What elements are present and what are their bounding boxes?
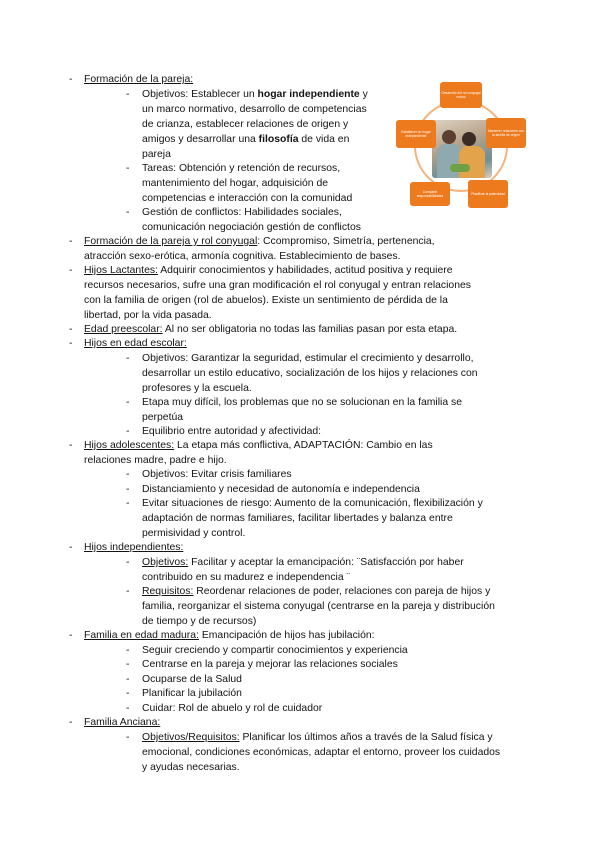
list-item: - Distanciamiento y necesidad de autonomía e independencia [126, 484, 420, 495]
section-title: Formación de la pareja y rol conyugal [84, 236, 258, 247]
diagram-box-bottom-right: Planificar la paternidad [468, 180, 508, 208]
section-rol-conyugal: - Formación de la pareja y rol conyugal: Ccompromiso, Simetría, pertenencia, atracción sexo-erótica, armonía cognitiva. Establecimiento de bases. [69, 236, 435, 262]
section-hijos-independientes: - Hijos independientes: [69, 542, 184, 553]
list-item: - Objetivos: Garantizar la seguridad, estimular el crecimiento y desarrollo, desarrollar un estilo educativo, socialización de los hijos y relaciones con profesores y la escuela. [126, 353, 478, 394]
list-item: - Objetivos: Evitar crisis familiares [126, 469, 292, 480]
list-item: - Centrarse en la pareja y mejorar las relaciones sociales [126, 659, 398, 670]
bullet-dash: - [69, 74, 73, 85]
list-item: - Seguir creciendo y compartir conocimientos y experiencia [126, 645, 408, 656]
list-item: - Planificar la jubilación [126, 688, 242, 699]
list-item: - Cuidar: Rol de abuelo y rol de cuidador [126, 703, 323, 714]
section-title: Hijos en edad escolar: [84, 338, 187, 349]
section-title: Familia en edad madura: [84, 630, 199, 641]
objetivos-item: - Objetivos: Establecer un hogar independiente y un marco normativo, desarrollo de competencias de crianza, establecer relaciones de origen y amigos y desarrollar una filosofía de vida en pareja [126, 89, 368, 160]
section-edad-preescolar: - Edad preescolar: Al no ser obligatoria no todas las familias pasan por esta etapa. [69, 324, 458, 335]
list-item: - Objetivos: Facilitar y aceptar la emancipación: ¨Satisfacción por haber contribuido en su madurez e independencia ¨ [126, 557, 464, 583]
section-hijos-lactantes: - Hijos Lactantes: Adquirir conocimientos y habilidades, actitud positiva y requiere recursos necesarios, sufre una gran modificación el rol conyugal y entran relaciones con la familia de origen (rol de abuelos). Existe un sentimiento de pérdida de la libertad, por la vida pasada. [69, 265, 471, 321]
list-item: - Objetivos/Requisitos: Planificar los últimos años a través de la Salud física y emocional, condiciones económicas, adaptar el entorno, proveer los cuidados y ayudas necesarias. [126, 732, 501, 773]
diagram-box-top: Desarrollo del rol conyugal mutuo [440, 82, 482, 108]
list-item: - Ocuparse de la Salud [126, 674, 242, 685]
list-item: - Requisitos: Reordenar relaciones de poder, relaciones con pareja de hijos y familia, reorganizar el sistema conyugal (centrarse en la pareja y distribución de tiempo y de recursos) [126, 586, 495, 627]
diagram-box-bottom-left: Compartir responsabilidades [410, 182, 450, 206]
section-title: Familia Anciana: [84, 717, 161, 728]
diagram-box-right: Mantener relaciones con la familia de origen [486, 118, 526, 148]
section-title: Formación de la pareja: [84, 74, 194, 85]
list-item: - Evitar situaciones de riesgo: Aumento de la comunicación, flexibilización y adaptación de normas familiares, facilitar libertades y balanza entre permisividad y control. [126, 498, 483, 539]
couple-photo [432, 120, 492, 178]
section-title: Edad preescolar: [84, 324, 163, 335]
section-edad-madura: - Familia en edad madura: Emancipación de hijos has jubilación: [69, 630, 375, 641]
gestion-conflictos-item: - Gestión de conflictos: Habilidades sociales, comunicación negociación gestión de conflictos [126, 207, 361, 233]
section-hijos-adolescentes: - Hijos adolescentes: La etapa más conflictiva, ADAPTACIÓN: Cambio en las relaciones madre, padre e hijo. [69, 440, 433, 466]
list-item: - Equilibrio entre autoridad y afectividad: [126, 426, 322, 437]
section-familia-anciana: - Familia Anciana: [69, 717, 161, 728]
family-cycle-diagram [396, 82, 526, 210]
list-item: - Etapa muy difícil, los problemas que no se solucionan en la familia se perpetúa [126, 397, 462, 423]
section-title: Hijos Lactantes: [84, 265, 158, 276]
diagram-box-left: Establecer un hogar independiente [396, 120, 436, 148]
section-title: Hijos independientes: [84, 542, 184, 553]
section-edad-escolar: - Hijos en edad escolar: [69, 338, 187, 349]
section-title: Hijos adolescentes: [84, 440, 175, 451]
tareas-item: - Tareas: Obtención y retención de recursos, mantenimiento del hogar, adquisición de competencias e interacción con la comunidad [126, 163, 353, 204]
